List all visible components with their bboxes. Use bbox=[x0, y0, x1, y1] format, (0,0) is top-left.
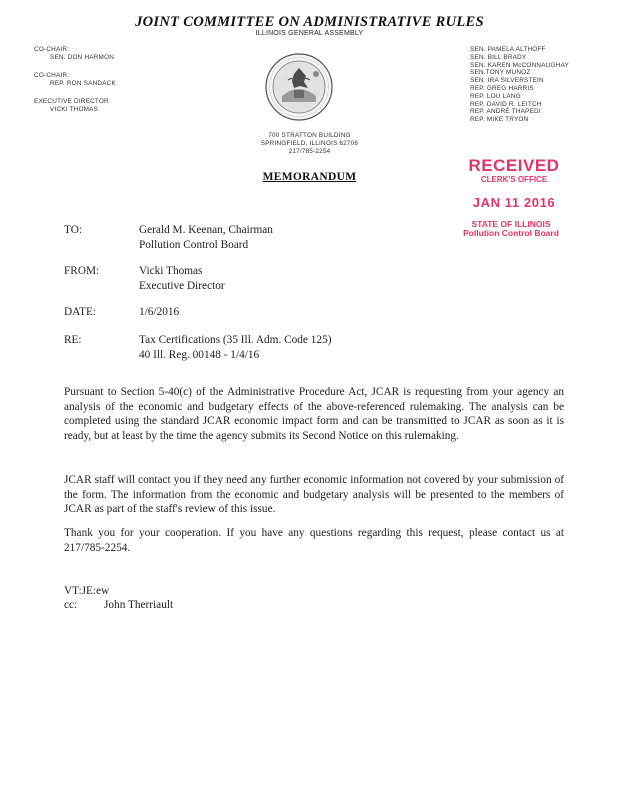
member-name: SEN. KAREN McCONNAUGHAY bbox=[470, 61, 569, 69]
committee-title: JOINT COMMITTEE ON ADMINISTRATIVE RULES bbox=[135, 14, 484, 30]
member-name: REP. DAVID R. LEITCH bbox=[470, 100, 542, 108]
officer-name: SEN. DON HARMON bbox=[50, 53, 115, 61]
officer-title: CO-CHAIR: bbox=[34, 46, 70, 53]
re-line: 40 Ill. Reg. 00148 - 1/4/16 bbox=[139, 348, 260, 361]
officer-title: CO-CHAIR: bbox=[34, 72, 70, 79]
date-value: 1/6/2016 bbox=[139, 306, 180, 318]
member-name: REP. GREG HARRIS bbox=[470, 84, 534, 92]
address-line: 217/785-2254 bbox=[288, 147, 331, 155]
stamp-board: Pollution Control Board bbox=[463, 228, 559, 238]
stamp-state: STATE OF ILLINOIS bbox=[471, 219, 551, 229]
address-line: SPRINGFIELD, ILLINOIS 62706 bbox=[260, 139, 359, 147]
address-line: 700 STRATTON BUILDING bbox=[268, 132, 351, 139]
stamp-date: JAN 11 2016 bbox=[472, 195, 556, 210]
from-name: Vicki Thomas bbox=[139, 265, 203, 277]
officer-co-chair-senate bbox=[34, 46, 114, 62]
received-stamp bbox=[458, 157, 570, 211]
member-name: SEN.TONY MUNOZ bbox=[470, 69, 531, 77]
member-name: SEN. BILL BRADY bbox=[470, 53, 527, 61]
to-name: Gerald M. Keenan, Chairman bbox=[139, 224, 273, 236]
from-sender bbox=[139, 264, 225, 293]
from-title: Executive Director bbox=[139, 279, 225, 292]
member-name: REP. ANDRÉ THAPEDI bbox=[470, 108, 541, 116]
illinois-state-seal-icon bbox=[264, 52, 334, 122]
member-name: REP. LOU LANG bbox=[470, 92, 521, 100]
cc-label: cc: bbox=[64, 599, 78, 611]
memorandum-title: MEMORANDUM bbox=[262, 171, 357, 183]
re-line: Tax Certifications (35 Ill. Adm. Code 125) bbox=[139, 334, 332, 346]
officer-name: REP. RON SANDACK bbox=[50, 79, 116, 87]
member-list bbox=[470, 46, 569, 124]
date-label: DATE: bbox=[64, 306, 97, 318]
from-label: FROM: bbox=[64, 265, 100, 277]
to-organization: Pollution Control Board bbox=[139, 238, 249, 251]
officer-co-chair-house bbox=[34, 72, 116, 88]
to-label: TO: bbox=[64, 224, 82, 236]
re-label: RE: bbox=[64, 334, 82, 346]
officer-title: EXECUTIVE DIRECTOR bbox=[34, 98, 109, 105]
assembly-subtitle: ILLINOIS GENERAL ASSEMBLY bbox=[255, 30, 364, 37]
re-subject bbox=[139, 333, 331, 362]
officer-executive-director bbox=[34, 98, 109, 114]
body-paragraph-1: Pursuant to Section 5-40(c) of the Administrative Procedure Act, JCAR is requesting from your agency an analysis of the economic and budgetary effects of the above-referenced rulemaking. The analysis can be completed using the standard JCAR economic impact form and can be transmitted to JCAR as soon as it is ready, but at least by the time the agency submits its Second Notice on this rulemaking. bbox=[64, 386, 564, 442]
officer-name: VICKI THOMAS bbox=[50, 105, 99, 113]
to-recipient bbox=[139, 223, 273, 252]
reference-initials: VT:JE:ew bbox=[64, 585, 110, 597]
received-stamp-agency bbox=[455, 220, 567, 238]
member-name: SEN. IRA SILVERSTEIN bbox=[470, 77, 544, 85]
stamp-office: CLERK'S OFFICE bbox=[480, 175, 548, 184]
member-name: SEN. PAMELA ALTHOFF bbox=[470, 46, 546, 53]
body-paragraph-2: JCAR staff will contact you if they need any further economic information not covered by your submission of the form. The information from the economic and budgetary analysis will be presented to the members of JCAR as part of the staff's review of this issue. bbox=[64, 474, 564, 516]
body-paragraph-3: Thank you for your cooperation. If you have any questions regarding this request, please contact us at 217/785-2254. bbox=[64, 527, 564, 554]
cc-recipient: John Therriault bbox=[104, 599, 174, 611]
member-name: REP. MIKE TRYON bbox=[470, 116, 529, 124]
committee-address bbox=[0, 132, 619, 155]
stamp-received: RECEIVED bbox=[468, 156, 560, 175]
